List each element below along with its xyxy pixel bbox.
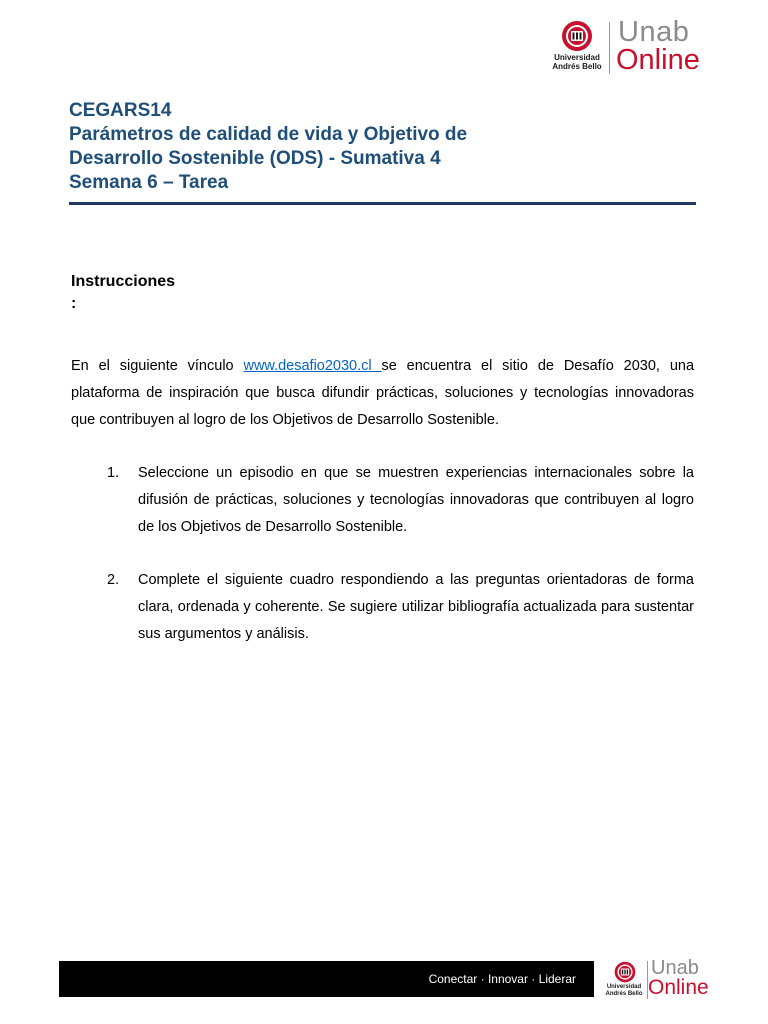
unab-online-logo [546, 16, 711, 80]
footer-bar [59, 961, 594, 997]
footer-university-name: Universidad Andrés Bello [605, 984, 643, 997]
list-number: 1. [107, 465, 120, 481]
intro-paragraph [71, 353, 694, 434]
desafio2030-link[interactable]: www.desafio2030.cl [243, 358, 382, 374]
document-title [69, 99, 689, 195]
course-code: CEGARS14 [69, 100, 172, 121]
list-text: Seleccione un episodio en que se muestren experiencias internacionales sobre la difusión de prácticas, soluciones y tecnologías innovadoras que contribuyen al logro de los Objetivos de Desarrollo Sostenible. [138, 465, 694, 535]
footer-logo-unab-text: Unab [651, 957, 699, 979]
intro-text: En el siguiente vínculo [71, 358, 244, 374]
university-seal-icon [561, 20, 593, 52]
intro-text: se encuentra el sitio de Desafío 2030, una plataforma de inspiración que busca difundir prácticas, soluciones y tecnologías innovadoras que contribuyen al logro de los Objetivos de Desarrollo Sostenible. [71, 358, 695, 428]
logo-unab-text: Unab [618, 16, 690, 48]
instructions-heading [71, 271, 175, 315]
footer-logo [602, 957, 712, 1003]
instructions-colon: : [71, 295, 77, 312]
title-line: Desarrollo Sostenible (ODS) - Sumativa 4 [69, 148, 441, 169]
footer-tagline: Conectar · Innovar · Liderar [428, 972, 576, 986]
logo-divider [609, 22, 610, 74]
university-name: Universidad Andrés Bello [552, 53, 602, 71]
university-seal-icon [614, 961, 636, 983]
logo-online-text: Online [616, 44, 700, 76]
title-rule [69, 202, 696, 205]
footer-logo-online-text: Online [648, 976, 709, 999]
title-week: Semana 6 – Tarea [69, 172, 229, 193]
list-text: Complete el siguiente cuadro respondiendo a las preguntas orientadoras de forma clara, ordenada y coherente. Se sugiere utilizar bibliografía actualizada para sustentar sus argumentos y análisis. [138, 572, 694, 642]
title-line: Parámetros de calidad de vida y Objetivo de [69, 124, 468, 145]
instructions-label: Instrucciones [71, 273, 176, 290]
list-number: 2. [107, 572, 120, 588]
